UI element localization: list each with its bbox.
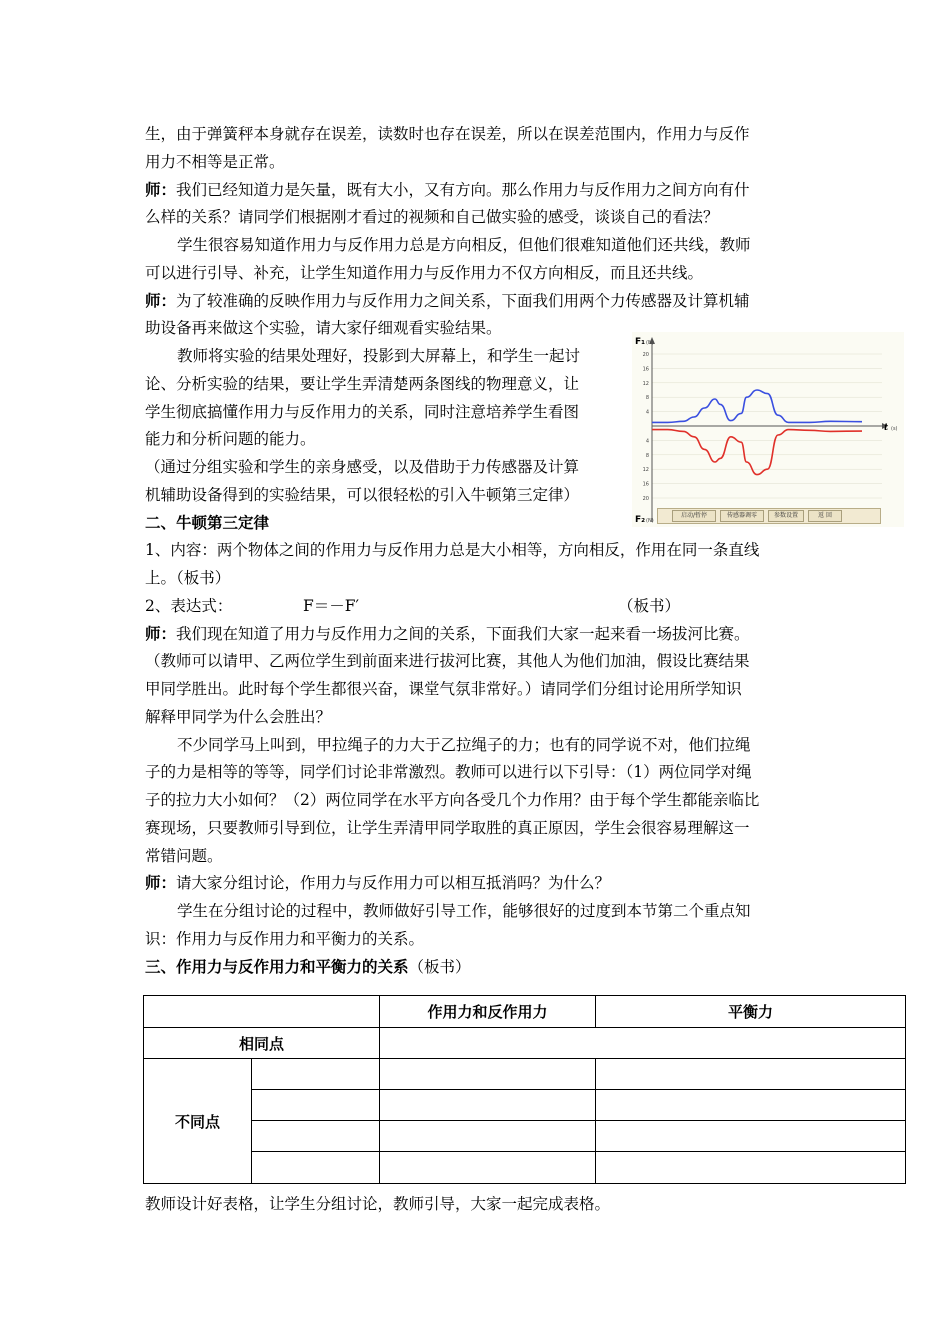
- section-heading: 三、作用力与反作用力和平衡力的关系: [145, 958, 409, 976]
- teacher-line: [145, 180, 750, 200]
- table-cell: [252, 1121, 380, 1152]
- paragraph-line: 1、内容：两个物体之间的作用力与反作用力总是大小相等，方向相反，作用在同一条直线: [145, 541, 760, 559]
- paragraph-line: 赛现场，只要教师引导到位，让学生弄清甲同学取胜的真正原因，学生会很容易理解这一: [145, 819, 750, 837]
- table-cell: [252, 1059, 380, 1090]
- table-row-label-same: 相同点: [144, 1028, 380, 1059]
- paragraph-line: （通过分组实验和学生的亲身感受，以及借助于力传感器及计算: [145, 458, 580, 476]
- formula: F＝－F′: [303, 597, 360, 615]
- paragraph-line: 教师设计好表格，让学生分组讨论，教师引导，大家一起完成表格。: [145, 1195, 611, 1213]
- teacher-line: [145, 873, 610, 893]
- paragraph-line: 助设备再来做这个实验，请大家仔细观看实验结果。: [145, 319, 502, 337]
- y-tick-label: 8: [645, 452, 649, 459]
- paragraph-line: 用力不相等是正常。: [145, 153, 285, 171]
- table-cell: [596, 1152, 906, 1184]
- section-heading-line: [145, 957, 471, 977]
- speaker-label: 师：: [145, 292, 177, 310]
- paragraph-text: 我们现在知道了用力与反作用力之间的关系，下面我们大家一起来看一场拔河比赛。: [176, 625, 750, 643]
- speaker-label: 师：: [145, 874, 177, 892]
- paragraph-line: 教师将实验的结果处理好，投影到大屏幕上，和学生一起讨: [177, 347, 581, 365]
- x-axis-label: t: [884, 423, 889, 433]
- paragraph-line: 生，由于弹簧秤本身就存在误差，读数时也存在误差，所以在误差范围内，作用力与反作: [145, 125, 750, 143]
- paragraph-line: 子的力是相等的等等，同学们讨论非常激烈。教师可以进行以下引导：（1）两位同学对绳: [145, 763, 752, 781]
- force-sensor-chart: [632, 332, 904, 527]
- table-cell: [596, 1090, 906, 1121]
- heading-note: （板书）: [408, 958, 471, 976]
- paragraph-text: 请大家分组讨论，作用力与反作用力可以相互抵消吗？为什么？: [176, 874, 611, 892]
- table-header-balance: 平衡力: [596, 996, 906, 1028]
- paragraph-line: 可以进行引导、补充，让学生知道作用力与反作用力不仅方向相反，而且还共线。: [145, 264, 704, 282]
- paragraph-line: 上。（板书）: [145, 569, 231, 587]
- paragraph-line: 论、分析实验的结果，要让学生弄清楚两条图线的物理意义，让: [145, 375, 580, 393]
- y-tick-label: 8: [645, 395, 649, 402]
- y-top-unit: (N): [646, 340, 654, 346]
- y-tick-label: 20: [642, 496, 649, 502]
- paragraph-line: 能力和分析问题的能力。: [145, 430, 316, 448]
- paragraph-text: 为了较准确的反映作用力与反作用力之间关系，下面我们用两个力传感器及计算机辅: [176, 292, 750, 310]
- paragraph-line: 解释甲同学为什么会胜出？: [145, 708, 332, 726]
- paragraph-line: 不少同学马上叫到，甲拉绳子的力大于乙拉绳子的力；也有的同学说不对，他们拉绳: [177, 736, 751, 754]
- paragraph-line: 甲同学胜出。此时每个学生都很兴奋，课堂气氛非常好。）请同学们分组讨论用所学知识: [145, 680, 742, 698]
- sensor-zero-button[interactable]: 传感器调零: [720, 510, 764, 522]
- y-top-label: F₁: [635, 337, 646, 347]
- paragraph-line: 么样的关系？请同学们根据刚才看过的视频和自己做实验的感受，谈谈自己的看法？: [145, 208, 719, 226]
- paragraph-line: 机辅助设备得到的实验结果，可以很轻松的引入牛顿第三定律）: [145, 486, 580, 504]
- paragraph-text: 我们已经知道力是矢量，既有大小，又有方向。那么作用力与反作用力之间方向有什: [176, 181, 750, 199]
- table-cell: [380, 1059, 596, 1090]
- y-tick-label: 20: [642, 352, 649, 358]
- table-row-label-diff: 不同点: [144, 1059, 252, 1184]
- y-tick-label: 16: [642, 481, 649, 488]
- table-header-action: 作用力和反作用力: [380, 996, 596, 1028]
- speaker-label: 师：: [145, 625, 177, 643]
- start-pause-button[interactable]: 启动/暂停: [672, 510, 716, 522]
- y-bottom-label: F₂: [635, 515, 646, 525]
- table-cell: [596, 1059, 906, 1090]
- formula-label: 2、表达式：: [145, 597, 233, 615]
- x-axis-unit: (s): [891, 426, 898, 432]
- table-cell: [380, 1152, 596, 1184]
- teacher-line: [145, 291, 750, 311]
- section-heading: 二、牛顿第三定律: [145, 514, 270, 532]
- paragraph-line: 常错问题。: [145, 847, 223, 865]
- paragraph-line: 子的拉力大小如何？（2）两位同学在水平方向各受几个力作用？由于每个学生都能亲临比: [145, 791, 760, 809]
- table-cell: [252, 1090, 380, 1121]
- teacher-line: [145, 624, 750, 644]
- y-tick-label: 12: [642, 467, 649, 474]
- paragraph-line: 学生在分组讨论的过程中，教师做好引导工作，能够很好的过度到本节第二个重点知: [177, 902, 751, 920]
- table-corner-cell: [144, 996, 380, 1028]
- chart-svg: [632, 332, 904, 527]
- y-tick-label: 4: [645, 438, 649, 445]
- params-button[interactable]: 参数设置: [768, 510, 804, 522]
- paragraph-line: 识：作用力与反作用力和平衡力的关系。: [145, 930, 425, 948]
- paragraph-line: 学生很容易知道作用力与反作用力总是方向相反，但他们很难知道他们还共线，教师: [177, 236, 751, 254]
- paragraph-line: 学生彻底搞懂作用力与反作用力的关系，同时注意培养学生看图: [145, 403, 580, 421]
- table-cell: [380, 1090, 596, 1121]
- speaker-label: 师：: [145, 181, 177, 199]
- comparison-table: [143, 995, 906, 1184]
- table-cell: [252, 1152, 380, 1184]
- paragraph-line: （教师可以请甲、乙两位学生到前面来进行拔河比赛，其他人为他们加油，假设比赛结果: [145, 652, 750, 670]
- table-cell: [380, 1028, 906, 1059]
- table-cell: [380, 1121, 596, 1152]
- y-bottom-unit: (N): [646, 518, 654, 524]
- y-tick-label: 16: [642, 366, 649, 373]
- back-button[interactable]: 返 回: [808, 510, 842, 522]
- y-tick-label: 12: [642, 380, 649, 387]
- y-tick-label: 4: [645, 409, 649, 416]
- table-cell: [596, 1121, 906, 1152]
- formula-note: （板书）: [618, 597, 681, 615]
